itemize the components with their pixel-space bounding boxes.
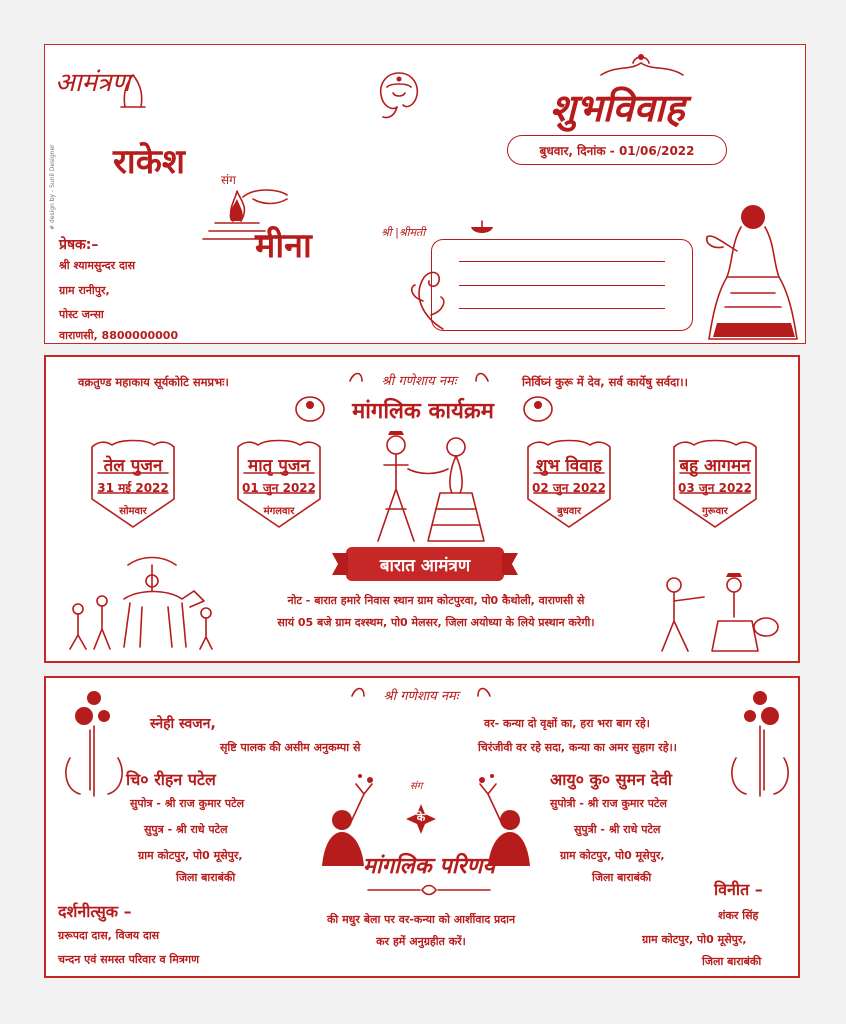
- groom-detail: ग्राम कोटपुर, पो0 मूसेपुर,: [138, 849, 243, 862]
- ganesha-icon: [367, 67, 431, 131]
- baraat-procession-icon: [58, 551, 218, 657]
- invocation-text: श्री गणेशाय नमः: [381, 374, 457, 389]
- designer-credit: # design by - Sunil Designer: [49, 144, 56, 230]
- musicians-figure-icon: [652, 571, 782, 661]
- greeting: स्नेही स्वजन,: [150, 716, 216, 732]
- verse-left: सृष्टि पालक की असीम अनुकम्पा से: [220, 741, 361, 754]
- darshan-line: ग्ररूपदा दास, विजय दास: [58, 929, 160, 942]
- verse-right-2: चिरंजीवी वर रहे सदा, कन्या का अमर सुहाग रहे।।: [478, 741, 677, 754]
- couple-figure-icon: [356, 429, 496, 553]
- kalash-icon: [597, 51, 687, 85]
- event-day: मंगलवार: [263, 506, 295, 517]
- sender-line: ग्राम रानीपुर,: [59, 284, 110, 297]
- shloka-right: निर्विघ्नं कुरू में देव, सर्व कार्येषु सर्वदा।।: [522, 375, 688, 389]
- event-date: 01 जुन 2022: [241, 481, 317, 495]
- event-card: [230, 437, 328, 533]
- groom-detail: सुपुत्र - श्री राधे पटेल: [144, 823, 228, 836]
- bride-detail: सुपुत्री - श्री राधे पटेल: [574, 823, 661, 836]
- bride-name: मीना: [255, 226, 312, 266]
- diya-icon: [469, 219, 495, 241]
- blessing-line2: कर हमें अनुग्रहीत करें।: [376, 935, 466, 948]
- shloka-left: वक्रतुण्ड महाकाय सूर्यकोटि समप्रभः।: [78, 375, 229, 389]
- vinit-line: जिला बाराबंकी: [702, 955, 762, 968]
- bride-detail: ग्राम कोटपुर, पो0 मूसेपुर,: [560, 849, 665, 862]
- blessing-line1: की मधुर बेला पर वर-कन्या को आर्शीवाद प्रदान: [326, 913, 516, 926]
- sender-heading: प्रेषक:–: [59, 237, 99, 253]
- card-top: [44, 44, 806, 344]
- address-to-label: श्री |श्रीमती: [381, 226, 426, 239]
- verse-right-1: वर- कन्या दो वृक्षों का, हरा भरा बाग रहे।: [484, 717, 650, 730]
- groom-name: राकेश: [113, 142, 185, 182]
- shubh-vivah-title: शुभविवाह: [550, 85, 685, 130]
- date-line: बुधवार, दिनांक - 01/06/2022: [539, 144, 695, 158]
- card-bottom: [44, 676, 800, 978]
- mangalik-parinay: मांगलिक परिणय: [362, 853, 496, 879]
- bride-detail: जिला बाराबंकी: [592, 871, 652, 884]
- sang-label: संग: [221, 173, 236, 187]
- barat-note-line2: सायं 05 बजे ग्राम दश्स्थम, पो0 मेलसर, जिला अयोध्या के लिये प्रस्थान करेगी।: [277, 616, 595, 629]
- vinit-heading: विनीत –: [714, 880, 763, 899]
- floral-flourish-icon: [403, 257, 453, 337]
- banner-tail-right-icon: [502, 553, 518, 579]
- card-middle: [44, 355, 800, 663]
- event-card: [84, 437, 182, 533]
- event-card: [666, 437, 764, 533]
- bride-full-name: आयु० कु० सुमन देवी: [550, 770, 673, 789]
- amantran-logo: आमंत्रण: [55, 68, 131, 98]
- address-line-2[interactable]: [459, 285, 665, 286]
- event-card: [520, 437, 618, 533]
- darshan-heading: दर्शनीत्सुक –: [58, 902, 132, 921]
- event-date: 02 जुन 2022: [531, 481, 607, 495]
- event-day: सोमवार: [119, 506, 147, 517]
- groom-medallion-icon: [522, 395, 554, 427]
- event-name: तेल पुजन: [103, 456, 163, 476]
- groom-full-name: चि० रीहन पटेल: [126, 770, 216, 789]
- sang-label: संग: [410, 781, 423, 792]
- bride-detail: सुपोत्री - श्री राज कुमार पटेल: [550, 797, 667, 810]
- bride-medallion-icon: [294, 395, 326, 427]
- groom-detail: जिला बाराबंकी: [176, 871, 236, 884]
- event-name: मातृ पुजन: [248, 456, 310, 476]
- ke-label: के: [416, 811, 426, 824]
- vinit-line: ग्राम कोटपुर, पो0 मूसेपुर,: [642, 933, 747, 946]
- program-title: मांगलिक कार्यक्रम: [352, 398, 494, 424]
- event-date: 31 मई 2022: [97, 481, 169, 495]
- divider-flourish-icon: [364, 882, 494, 901]
- sender-line: पोस्ट जन्सा: [59, 308, 104, 321]
- vinit-line: शंकर सिंह: [718, 909, 759, 922]
- namaste-icon: [115, 71, 151, 115]
- event-day: बुधवार: [556, 506, 582, 517]
- sender-line: वाराणसी, 8800000000: [59, 329, 179, 342]
- event-date: 03 जुन 2022: [677, 481, 753, 495]
- barat-title: बारात आमंत्रण: [379, 556, 471, 576]
- address-line-1[interactable]: [459, 261, 665, 262]
- event-name: बहु आगमन: [679, 456, 751, 476]
- address-line-3[interactable]: [459, 308, 665, 309]
- event-name: शुभ विवाह: [535, 456, 603, 476]
- invocation-text: श्री गणेशाय नमः: [383, 689, 459, 704]
- flower-veena-left-icon: [60, 686, 130, 810]
- bride-kalash-figure-icon: [701, 197, 805, 347]
- barat-note-line1: नोट - बारात हमारे निवास स्थान ग्राम कोटपुरवा, पो0 कैथोली, वाराणसी से: [287, 594, 585, 607]
- event-day: गुरूवार: [702, 506, 728, 517]
- darshan-line: चन्दन एवं समस्त परिवार व मित्रगण: [58, 953, 200, 966]
- groom-detail: सुपोत्र - श्री राज कुमार पटेल: [130, 797, 245, 810]
- flower-veena-right-icon: [726, 686, 796, 810]
- sender-line: श्री श्यामसुन्दर दास: [59, 259, 136, 272]
